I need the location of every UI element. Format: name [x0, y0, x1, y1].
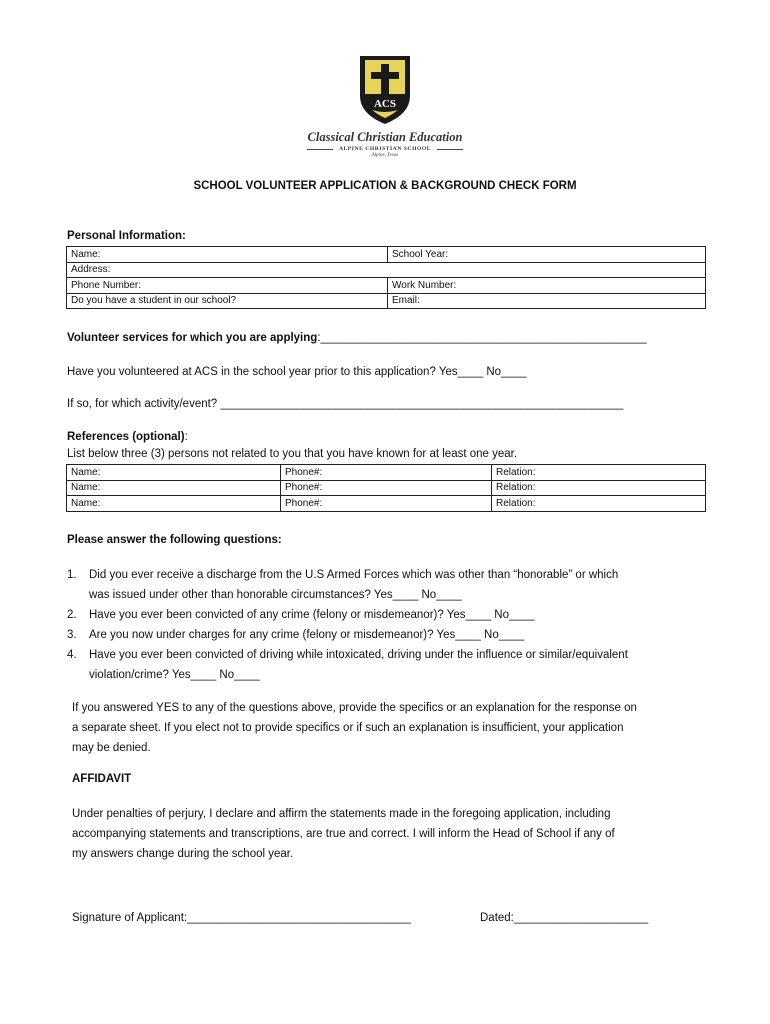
- reference-row: [67, 496, 706, 512]
- question-item[interactable]: 4. Have you ever been convicted of driving while intoxicated, driving under the influence or similar/equivalent violation/crime? Yes____ No____: [67, 649, 628, 681]
- organization-name: Classical Christian Education: [307, 130, 463, 144]
- school-logo: [0, 52, 770, 158]
- volunteer-services-blank[interactable]: :___________________________________________________: [317, 332, 647, 344]
- reference-name-field[interactable]: Name:: [67, 465, 281, 481]
- work-number-field[interactable]: Work Number:: [388, 278, 706, 294]
- address-field[interactable]: Address:: [67, 262, 706, 278]
- email-field[interactable]: Email:: [388, 293, 706, 309]
- questions-heading: Please answer the following questions:: [67, 534, 282, 546]
- activity-event-line[interactable]: If so, for which activity/event? _______________________________________________________________: [67, 398, 624, 410]
- references-table: [66, 464, 706, 512]
- reference-relation-field[interactable]: Relation:: [492, 496, 706, 512]
- explanation-paragraph: If you answered YES to any of the questions above, provide the specifics or an explanation for the response on a separate sheet. If you elect not to provide specifics or if such an explanation is insufficient, your application may be denied.: [72, 702, 637, 754]
- reference-name-field[interactable]: Name:: [67, 496, 281, 512]
- reference-name-field[interactable]: Name:: [67, 480, 281, 496]
- phone-number-field[interactable]: Phone Number:: [67, 278, 388, 294]
- student-in-school-field[interactable]: Do you have a student in our school?: [67, 293, 388, 309]
- school-location: Alpine, Texas: [371, 153, 399, 158]
- svg-text:ACS: ACS: [373, 98, 397, 110]
- references-heading: References (optional):: [67, 431, 188, 443]
- reference-relation-field[interactable]: Relation:: [492, 465, 706, 481]
- volunteer-services-line[interactable]: [67, 332, 647, 344]
- reference-row: [67, 465, 706, 481]
- name-field[interactable]: Name:: [67, 247, 388, 263]
- personal-info-heading: Personal Information:: [67, 230, 186, 242]
- volunteer-services-label: Volunteer services for which you are applying: [67, 332, 318, 344]
- affidavit-paragraph: Under penalties of perjury, I declare and affirm the statements made in the foregoing application, including accompanying statements and transcriptions, are true and correct. I will inform the Head of School if any of my answers change during the school year.: [72, 808, 615, 860]
- school-name-line: [0, 146, 770, 152]
- questions-list: [67, 565, 707, 685]
- volunteered-before-question[interactable]: Have you volunteered at ACS in the school year prior to this application? Yes____ No____: [67, 366, 527, 378]
- references-instruction: List below three (3) persons not related to you that you have known for at least one year.: [67, 448, 518, 460]
- school-year-field[interactable]: School Year:: [388, 247, 706, 263]
- question-item[interactable]: 3. Are you now under charges for any crime (felony or misdemeanor)? Yes____ No____: [67, 629, 525, 641]
- reference-phone-field[interactable]: Phone#:: [281, 465, 492, 481]
- reference-relation-field[interactable]: Relation:: [492, 480, 706, 496]
- reference-row: [67, 480, 706, 496]
- personal-info-table: [66, 246, 706, 309]
- shield-crest-icon: [356, 52, 414, 126]
- dated-field[interactable]: Dated:_____________________: [480, 912, 649, 924]
- affidavit-heading: AFFIDAVIT: [72, 773, 132, 785]
- question-item[interactable]: 1. Did you ever receive a discharge from the U.S Armed Forces which was other than “honorable” or which was issued under other than honorable circumstances? Yes____ No____: [67, 569, 619, 601]
- reference-phone-field[interactable]: Phone#:: [281, 496, 492, 512]
- signature-field[interactable]: Signature of Applicant:___________________________________: [72, 912, 411, 924]
- reference-phone-field[interactable]: Phone#:: [281, 480, 492, 496]
- school-name: ALPINE CHRISTIAN SCHOOL: [338, 146, 432, 152]
- question-item[interactable]: 2. Have you ever been convicted of any crime (felony or misdemeanor)? Yes____ No____: [67, 609, 535, 621]
- form-title: SCHOOL VOLUNTEER APPLICATION & BACKGROUND CHECK FORM: [193, 180, 577, 192]
